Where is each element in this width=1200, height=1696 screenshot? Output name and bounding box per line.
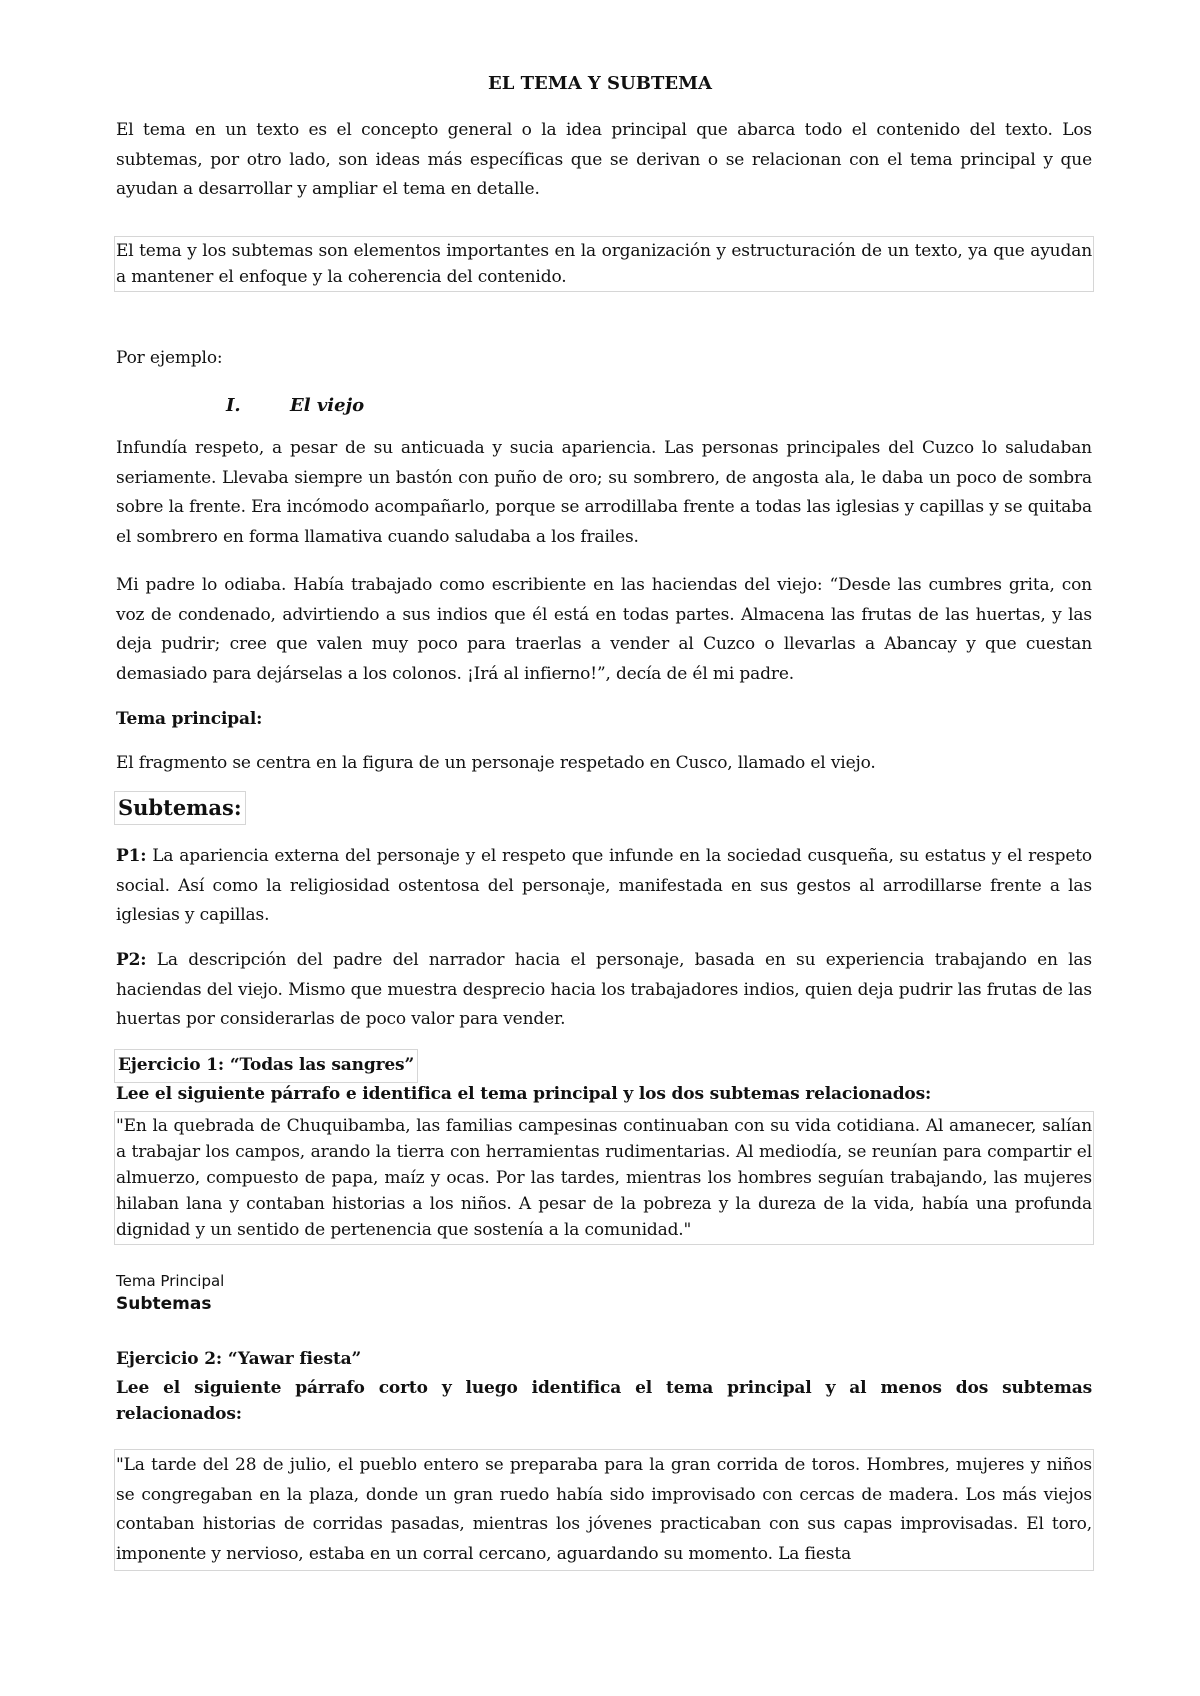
subtopic-p1-label: P1: [116,846,147,866]
intro-paragraph: El tema en un texto es el concepto general o la idea principal que abarca todo el contenido del texto. Los subtemas, por otro lado, son ideas más específicas que se derivan o se relacionan con el tema principal y que ayudan a desarrollar y ampliar el tema en detalle. [116,120,1092,199]
subtopic-p1-text: La apariencia externa del personaje y el respeto que infunde en la sociedad cusqueña, su estatus y el respeto social. Así como la religiosidad ostentosa del personaje, manifestada en sus gestos al arrodillarse frente a las iglesias y capillas. [116,846,1092,925]
exercise1-instruction: Lee el siguiente párrafo e identifica el tema principal y los dos subtemas relacionados: [116,1084,932,1104]
example-label: Por ejemplo: [116,348,223,368]
tema-principal-text: El fragmento se centra en la figura de un personaje respetado en Cusco, llamado el viejo. [116,753,876,773]
subtopic-p2 [116,946,1092,1035]
story-paragraph-2: Mi padre lo odiaba. Había trabajado como escribiente en las haciendas del viejo: “Desde las cumbres grita, con voz de condenado, advirtiendo a sus indios que él está en todas partes. Almacena las frutas de las huertas, y las deja pudrir; cree que valen muy poco para traerlas a vender al Cuzco o llevarlas a Abancay y que cuestan demasiado para dejárselas a los colonos. ¡Irá al infierno!”, decía de él mi padre. [116,575,1092,684]
subtemas-heading [116,793,1092,823]
subtopic-p1 [116,842,1092,931]
story-paragraph-1: Infundía respeto, a pesar de su anticuada y sucia apariencia. Las personas principales del Cuzco lo saludaban seriamente. Llevaba siempre un bastón con puño de oro; su sombrero, de angosta ala, le daba un poco de sombra sobre la frente. Era incómodo acompañarlo, porque se arrodillaba frente a todas las iglesias y capillas y se quitaba el sombrero en forma llamativa cuando saludaba a los frailes. [116,438,1092,547]
example-heading-title: El viejo [290,395,365,416]
exercise2-title: Ejercicio 2: “Yawar fiesta” [116,1349,362,1369]
exercise1-passage: "En la quebrada de Chuquibamba, las familias campesinas continuaban con su vida cotidiana. Al amanecer, salían a trabajar los campos, arando la tierra con herramientas rudimentarias. Al mediodía, se reunían para compartir el almuerzo, compuesto de papa, maíz y ocas. Por las tardes, mientras los hombres seguían trabajando, las mujeres hilaban lana y contaban historias a los niños. A pesar de la pobreza y la dureza de la vida, había una profunda dignidad y un sentido de pertenencia que sostenía a la comunidad." [116,1113,1092,1243]
subtopic-p2-text: La descripción del padre del narrador hacia el personaje, basada en su experiencia trabajando en las haciendas del viejo. Mismo que muestra desprecio hacia los trabajadores indios, quien deja pudrir las frutas de las huertas por considerarlas de poco valor para vender. [116,950,1092,1029]
exercise1-title: Ejercicio 1: “Todas las sangres” [116,1051,416,1081]
exercise1-title-row [116,1051,1092,1081]
example-heading-number: I. [226,395,241,416]
document-title: EL TEMA Y SUBTEMA [488,73,712,94]
exercise2-instruction: Lee el siguiente párrafo corto y luego identifica el tema principal y al menos dos subtemas relacionados: [116,1378,1092,1424]
example-heading [226,392,1200,420]
exercise1-subtemas-label: Subtemas [116,1294,212,1314]
importance-paragraph: El tema y los subtemas son elementos importantes en la organización y estructuración de un texto, ya que ayudan a mantener el enfoque y la coherencia del contenido. [116,238,1092,290]
subtopic-p2-label: P2: [116,950,147,970]
exercise2-passage: "La tarde del 28 de julio, el pueblo entero se preparaba para la gran corrida de toros. Hombres, mujeres y niños se congregaban en la plaza, donde un gran ruedo había sido improvisado con cercas de madera. Los más viejos contaban historias de corridas pasadas, mientras los jóvenes practicaban con sus capas improvisadas. El toro, imponente y nervioso, estaba en un corral cercano, aguardando su momento. La fiesta [116,1451,1092,1569]
tema-principal-label: Tema principal: [116,709,263,729]
subtemas-label: Subtemas: [116,793,244,823]
exercise1-tema-label: Tema Principal [116,1272,225,1290]
